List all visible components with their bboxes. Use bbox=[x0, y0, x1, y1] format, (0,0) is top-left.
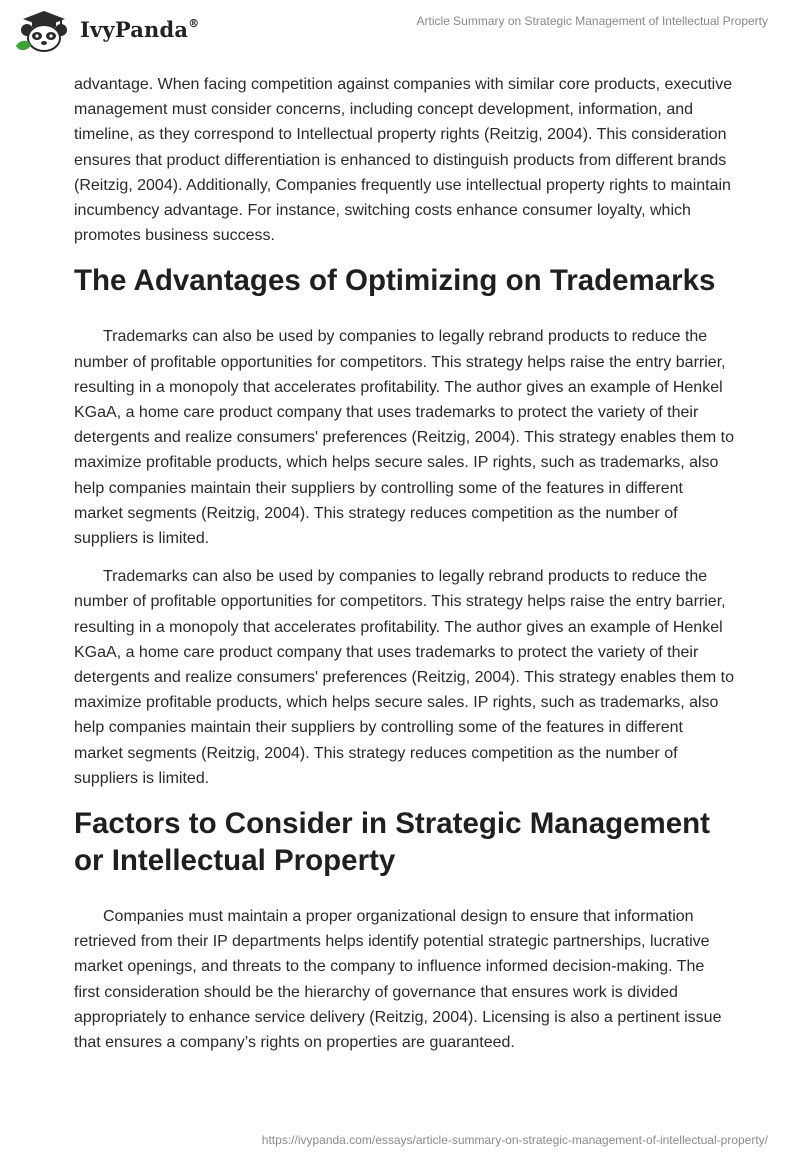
brand-name[interactable] bbox=[80, 17, 199, 42]
section-heading-factors: Factors to Consider in Strategic Management or Intellectual Property bbox=[74, 807, 711, 878]
article-body bbox=[74, 72, 734, 1068]
source-url-link[interactable]: https://ivypanda.com/essays/article-summary-on-strategic-management-of-intellectual-property/ bbox=[261, 1133, 768, 1147]
page-header bbox=[0, 0, 800, 70]
paragraph-trademarks-2: Trademarks can also be used by companies to legally rebrand products to reduce the number of profitable opportunities for competitors. This strategy helps raise the entry barrier, resulting in a monopoly that accelerates profitability. The author gives an example of Henkel KGaA, a home care product company that uses trademarks to protect the variety of their detergents and realize consumers' preferences (Reitzig, 2004). This strategy enables them to maximize profitable products, which helps secure sales. IP rights, such as trademarks, also help companies maintain their suppliers by controlling some of the features in different market segments (Reitzig, 2004). This strategy reduces competition as the number of suppliers is limited. bbox=[74, 568, 734, 787]
paragraph-continued: advantage. When facing competition against companies with similar core products, executive management must consider concerns, including concept development, information, and timeline, as they correspond to Intellectual property rights (Reitzig, 2004). This consideration ensures that product differentiation is enhanced to distinguish products from different brands (Reitzig, 2004). Additionally, Companies frequently use intellectual property rights to maintain incumbency advantage. For instance, switching costs enhance consumer loyalty, which promotes business success. bbox=[74, 76, 733, 245]
paragraph-trademarks-1: Trademarks can also be used by companies to legally rebrand products to reduce the number of profitable opportunities for competitors. This strategy helps raise the entry barrier, resulting in a monopoly that accelerates profitability. The author gives an example of Henkel KGaA, a home care product company that uses trademarks to protect the variety of their detergents and realize consumers' preferences (Reitzig, 2004). This strategy enables them to maximize profitable products, which helps secure sales. IP rights, such as trademarks, also help companies maintain their suppliers by controlling some of the features in different market segments (Reitzig, 2004). This strategy reduces competition as the number of suppliers is limited. bbox=[74, 328, 734, 548]
registered-mark: ® bbox=[188, 17, 200, 30]
paragraph-factors: Companies must maintain a proper organizational design to ensure that information retrieved from their IP departments helps identify potential strategic partnerships, lucrative market openings, and threats to the company to influence informed decision-making. The first consideration should be the hierarchy of governance that ensures work is divided appropriately to enhance service delivery (Reitzig, 2004). Licensing is also a pertinent issue that ensures a company’s rights on properties are guaranteed. bbox=[74, 908, 722, 1052]
document-title: Article Summary on Strategic Management of Intellectual Property bbox=[416, 14, 768, 28]
section-heading-trademarks: The Advantages of Optimizing on Trademarks bbox=[74, 264, 716, 298]
brand-text: IvyPanda bbox=[80, 17, 189, 42]
panda-logo-icon[interactable] bbox=[13, 8, 75, 54]
